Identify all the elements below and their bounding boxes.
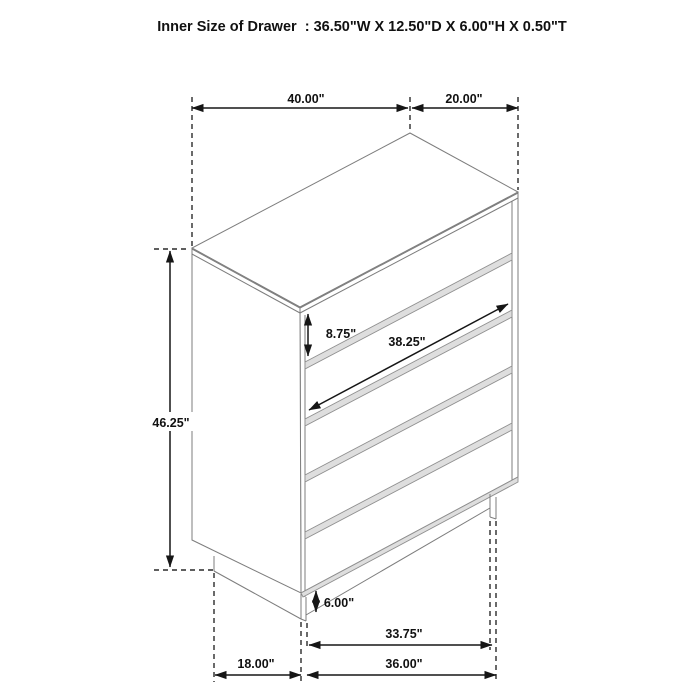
label-drawer-face-width: 38.25": [388, 335, 426, 349]
label-overall-height: 46.25": [152, 416, 190, 430]
label-base-side-span: 18.00": [237, 657, 275, 671]
label-drawer-face-height: 8.75": [325, 327, 357, 341]
label-leg-height: 6.00": [323, 596, 355, 610]
label-overall-width: 40.00": [287, 92, 325, 106]
label-base-front-width: 36.00": [385, 657, 423, 671]
cabinet-side-panel: [192, 249, 301, 593]
page-title: Inner Size of Drawer : 36.50"W X 12.50"D X 6.00"H X 0.50"T: [157, 19, 567, 35]
label-overall-depth: 20.00": [445, 92, 483, 106]
label-base-front-span: 33.75": [385, 627, 423, 641]
